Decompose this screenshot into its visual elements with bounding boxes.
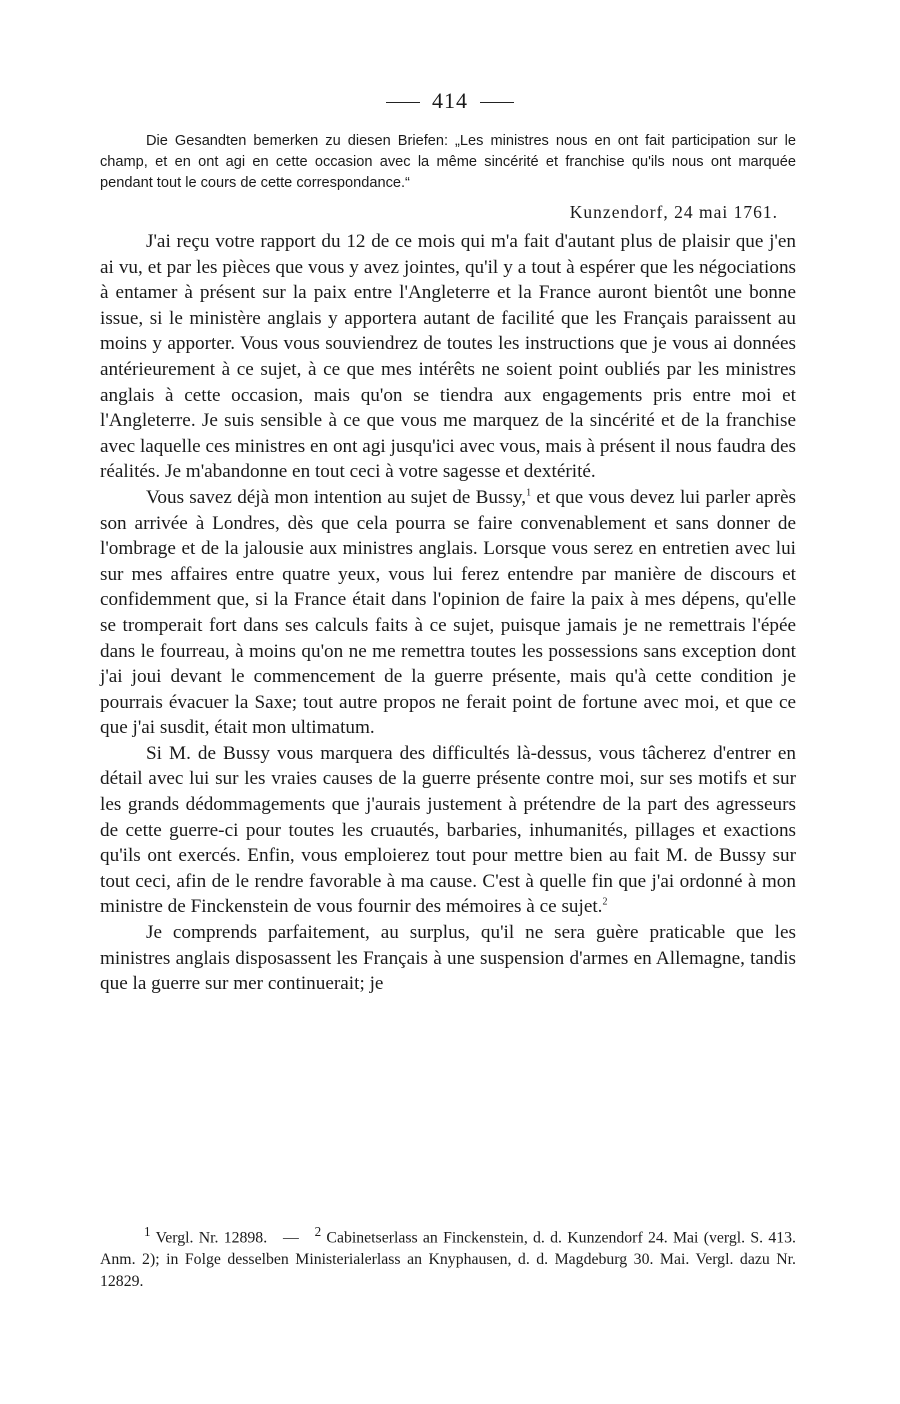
page-number: 414 bbox=[432, 88, 468, 113]
dateline: Kunzendorf, 24 mai 1761. bbox=[569, 202, 778, 222]
footnote-1-text: Vergl. Nr. 12898. bbox=[155, 1229, 268, 1247]
paragraph-1: J'ai reçu votre rapport du 12 de ce mois qui m'a fait d'autant plus de plaisir que j'en ai vu, et par les pièces que vous y avez jointes, qu'il y a tout à espérer que les négociations à entamer à présent sur la paix entre l'Angleterre et la France auront bientôt une bonne issue, si le ministère anglais y apportera autant de facilité que les Français paraissent au moins y apporter. Vous vous souviendrez de toutes les instructions que je vous ai données antérieurement à ce sujet, à ce que mes intérêts ne soient point oubliés par les ministres anglais à cette occasion, mais qu'on se tiendra aux engagements pris entre moi et l'Angleterre. Je suis sensible à ce que vous me marquez de la sincérité et de la franchise avec laquelle ces ministres en ont agi jusqu'ici avec vous, mais à présent il nous faudra des réalités. Je m'abandonne en tout ceci à votre sagesse et dextérité. bbox=[100, 231, 796, 483]
footnote-ref-2: 2 bbox=[602, 897, 608, 909]
editor-note-text: Die Gesandten bemerken zu diesen Briefen: „Les ministres nous en ont fait participation sur le champ, et en ont agi en cette occasion avec la même sincérité et franchise qu'ils nous ont marquée pendant tout le cours de cette correspondance.“ bbox=[100, 133, 796, 191]
footnote-ref-1: 1 bbox=[526, 487, 532, 499]
header-dash-left bbox=[386, 102, 420, 103]
footnote-2-text: Cabinetserlass an Finckenstein, d. d. Kunzendorf 24. Mai (vergl. S. 413. Anm. 2); in Folge desselben Ministerialerlass an Knyphausen, d. d. Magdeburg 30. Mai. Vergl. dazu Nr. 12829. bbox=[100, 1229, 796, 1291]
footnote-line bbox=[100, 1221, 796, 1293]
page-header bbox=[0, 88, 900, 114]
editor-note bbox=[100, 131, 796, 194]
footnote-1-mark: 1 bbox=[144, 1224, 151, 1239]
paragraph-3-text-a: Si M. de Bussy vous marquera des difficultés là-dessus, vous tâcherez d'entrer en détail avec lui sur les vraies causes de la guerre présente contre moi, sur ses motifs et sur les grands dédommagements que j'aurais justement à prétendre de la part des agresseurs de cette guerre-ci pour toutes les cruautés, barbaries, inhumanités, pillages et exactions qu'ils ont exercés. Enfin, vous emploierez tout pour mettre bien au fait M. de Bussy sur tout ceci, afin de le rendre favorable à ma cause. C'est à quelle fin que j'ai ordonné à mon ministre de Finckenstein de vous fournir des mémoires à ce sujet. bbox=[100, 742, 796, 918]
footnote-2-mark: 2 bbox=[314, 1224, 322, 1239]
footnote-separator: — bbox=[282, 1229, 299, 1247]
paragraph-4: Je comprends parfaitement, au surplus, qu'il ne sera guère praticable que les ministres anglais disposassent les Français à une suspension d'armes en Allemagne, tandis que la guerre sur mer continuerait; je bbox=[100, 922, 796, 995]
paragraph-3 bbox=[100, 741, 796, 920]
footnotes bbox=[100, 1221, 796, 1293]
letter-body bbox=[100, 229, 796, 997]
paragraph-2 bbox=[100, 485, 796, 741]
header-dash-right bbox=[480, 102, 514, 103]
paragraph-2-text-a: Vous savez déjà mon intention au sujet de Bussy, bbox=[146, 486, 527, 508]
paragraph-2-text-b: et que vous devez lui parler après son arrivée à Londres, dès que cela pourra se faire convenablement et sans donner de l'ombrage et de la jalousie aux ministres anglais. Lorsque vous serez en entretien avec lui sur mes affaires entre quatre yeux, vous lui ferez entendre par manière de discours et confidemment que, si la France était dans l'opinion de faire la paix à mes dépens, qu'elle se tromperait fort dans ses calculs faits à ce sujet, puisque jamais je ne remettrais l'épée dans le fourreau, à moins qu'on ne me remettra toutes les possessions sans exception dont j'ai joui devant le commencement de la guerre présente, mais qu'à cette condition je pourrais évacuer la Saxe; tout autre propos ne ferait point de fortune avec moi, et que ce que j'ai susdit, était mon ultimatum. bbox=[100, 486, 796, 739]
